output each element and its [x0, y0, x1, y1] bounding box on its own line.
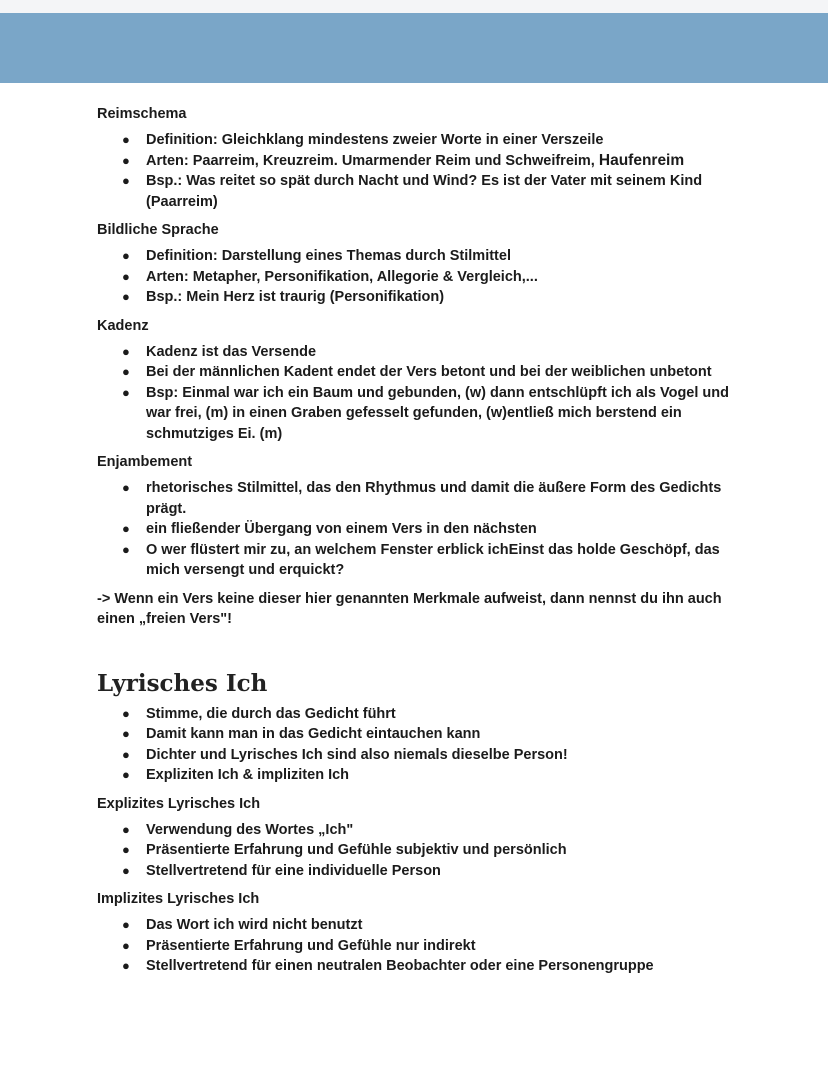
list-item: ● Dichter und Lyrisches Ich sind also niemals dieselbe Person! [97, 745, 737, 766]
list-item: ● Kadenz ist das Versende [97, 342, 737, 363]
label-enjambement: Enjambement [97, 454, 193, 470]
bullet-icon: ● [122, 746, 130, 762]
list-item: ● O wer flüstert mir zu, an welchem Fenster erblick ichEinst das holde Geschöpf, das mich versengt und erquickt? [122, 541, 720, 578]
bullet-icon: ● [122, 248, 130, 263]
list-explizites-ich [97, 820, 737, 882]
label-reimschema: Reimschema [97, 106, 187, 122]
list-kadenz [97, 342, 737, 445]
list-enjambement [97, 478, 737, 581]
heading-lyrisches-ich: Lyrisches Ich [97, 669, 268, 697]
bullet-icon: ● [122, 917, 130, 932]
list-implizites-ich [97, 915, 737, 977]
bullet-icon: ● [122, 705, 130, 721]
list-reimschema [97, 130, 737, 212]
list-item: ● Definition: Gleichklang mindestens zweier Worte in einer Verszeile [97, 130, 737, 151]
list-item: ● Präsentierte Erfahrung und Gefühle subjektiv und persönlich [97, 840, 737, 861]
list-item: ● Stellvertretend für einen neutralen Beobachter oder eine Personengruppe [97, 956, 737, 977]
list-item: ● Stimme, die durch das Gedicht führt [97, 704, 737, 725]
document-body [97, 104, 737, 985]
bullet-icon: ● [122, 862, 130, 878]
list-bildliche-sprache [97, 246, 737, 308]
bullet-icon: ● [122, 958, 130, 973]
bullet-icon: ● [122, 521, 130, 536]
list-item: ● Bei der männlichen Kadent endet der Vers betont und bei der weiblichen unbetont [97, 362, 737, 383]
list-item: ● Damit kann man in das Gedicht eintauchen kann [97, 724, 737, 745]
bullet-icon: ● [122, 132, 130, 147]
bullet-icon: ● [122, 480, 130, 495]
list-item: ● Bsp.: Mein Herz ist traurig (Personifikation) [97, 287, 737, 308]
list-item: ● Bsp.: Was reitet so spät durch Nacht und Wind? Es ist der Vater mit seinem Kind (Paarreim) [122, 173, 703, 210]
bullet-icon: ● [122, 152, 130, 168]
list-item: ● Expliziten Ich & impliziten Ich [97, 765, 737, 786]
bullet-icon: ● [122, 726, 130, 741]
label-explizites-ich: Explizites Lyrisches Ich [97, 795, 261, 812]
haufenreim-text: Haufenreim [598, 151, 685, 169]
bullet-icon: ● [122, 842, 130, 857]
bullet-icon: ● [122, 173, 130, 188]
list-item: ● Verwendung des Wortes „Ich" [97, 820, 737, 841]
bullet-icon: ● [122, 289, 130, 304]
bullet-icon: ● [122, 541, 130, 557]
list-item: ● Das Wort ich wird nicht benutzt [97, 915, 737, 936]
list-item: ● ein fließender Übergang von einem Vers in den nächsten [97, 519, 737, 540]
label-bildliche-sprache: Bildliche Sprache [97, 222, 219, 238]
label-implizites-ich: Implizites Lyrisches Ich [97, 891, 260, 907]
freier-vers-note: -> Wenn ein Vers keine dieser hier genannten Merkmale aufweist, dann nennst du ihn auch einen „freien Vers"! [97, 590, 722, 627]
list-lyrisches-ich [97, 704, 737, 786]
label-kadenz: Kadenz [97, 317, 149, 334]
list-item: ● Bsp: Einmal war ich ein Baum und gebunden, (w) dann entschlüpft ich als Vogel und war frei, (m) in einen Graben gefesselt gefunden, (w)entließ mich berstend ein schmutziges Ei. (m) [122, 384, 729, 442]
list-item: ● rhetorisches Stilmittel, das den Rhythmus und damit die äußere Form des Gedichts prägt. [122, 480, 722, 517]
list-item: ● Arten: Metapher, Personifikation, Allegorie & Vergleich,... [97, 267, 737, 288]
bullet-icon: ● [122, 937, 130, 953]
list-item: ● Definition: Darstellung eines Themas durch Stilmittel [97, 246, 737, 267]
bullet-icon: ● [122, 821, 130, 837]
list-item: ● Arten: Paarreim, Kreuzreim. Umarmender Reim und Schweifreim, Haufenreim [97, 151, 737, 172]
bullet-icon: ● [122, 767, 130, 782]
top-strip [0, 0, 828, 13]
bullet-icon: ● [122, 364, 130, 379]
bullet-icon: ● [122, 343, 130, 359]
bullet-icon: ● [122, 384, 130, 400]
list-item: ● Präsentierte Erfahrung und Gefühle nur indirekt [97, 936, 737, 957]
header-banner [0, 13, 828, 83]
bullet-icon: ● [122, 268, 130, 284]
list-item: ● Stellvertretend für eine individuelle Person [97, 861, 737, 882]
